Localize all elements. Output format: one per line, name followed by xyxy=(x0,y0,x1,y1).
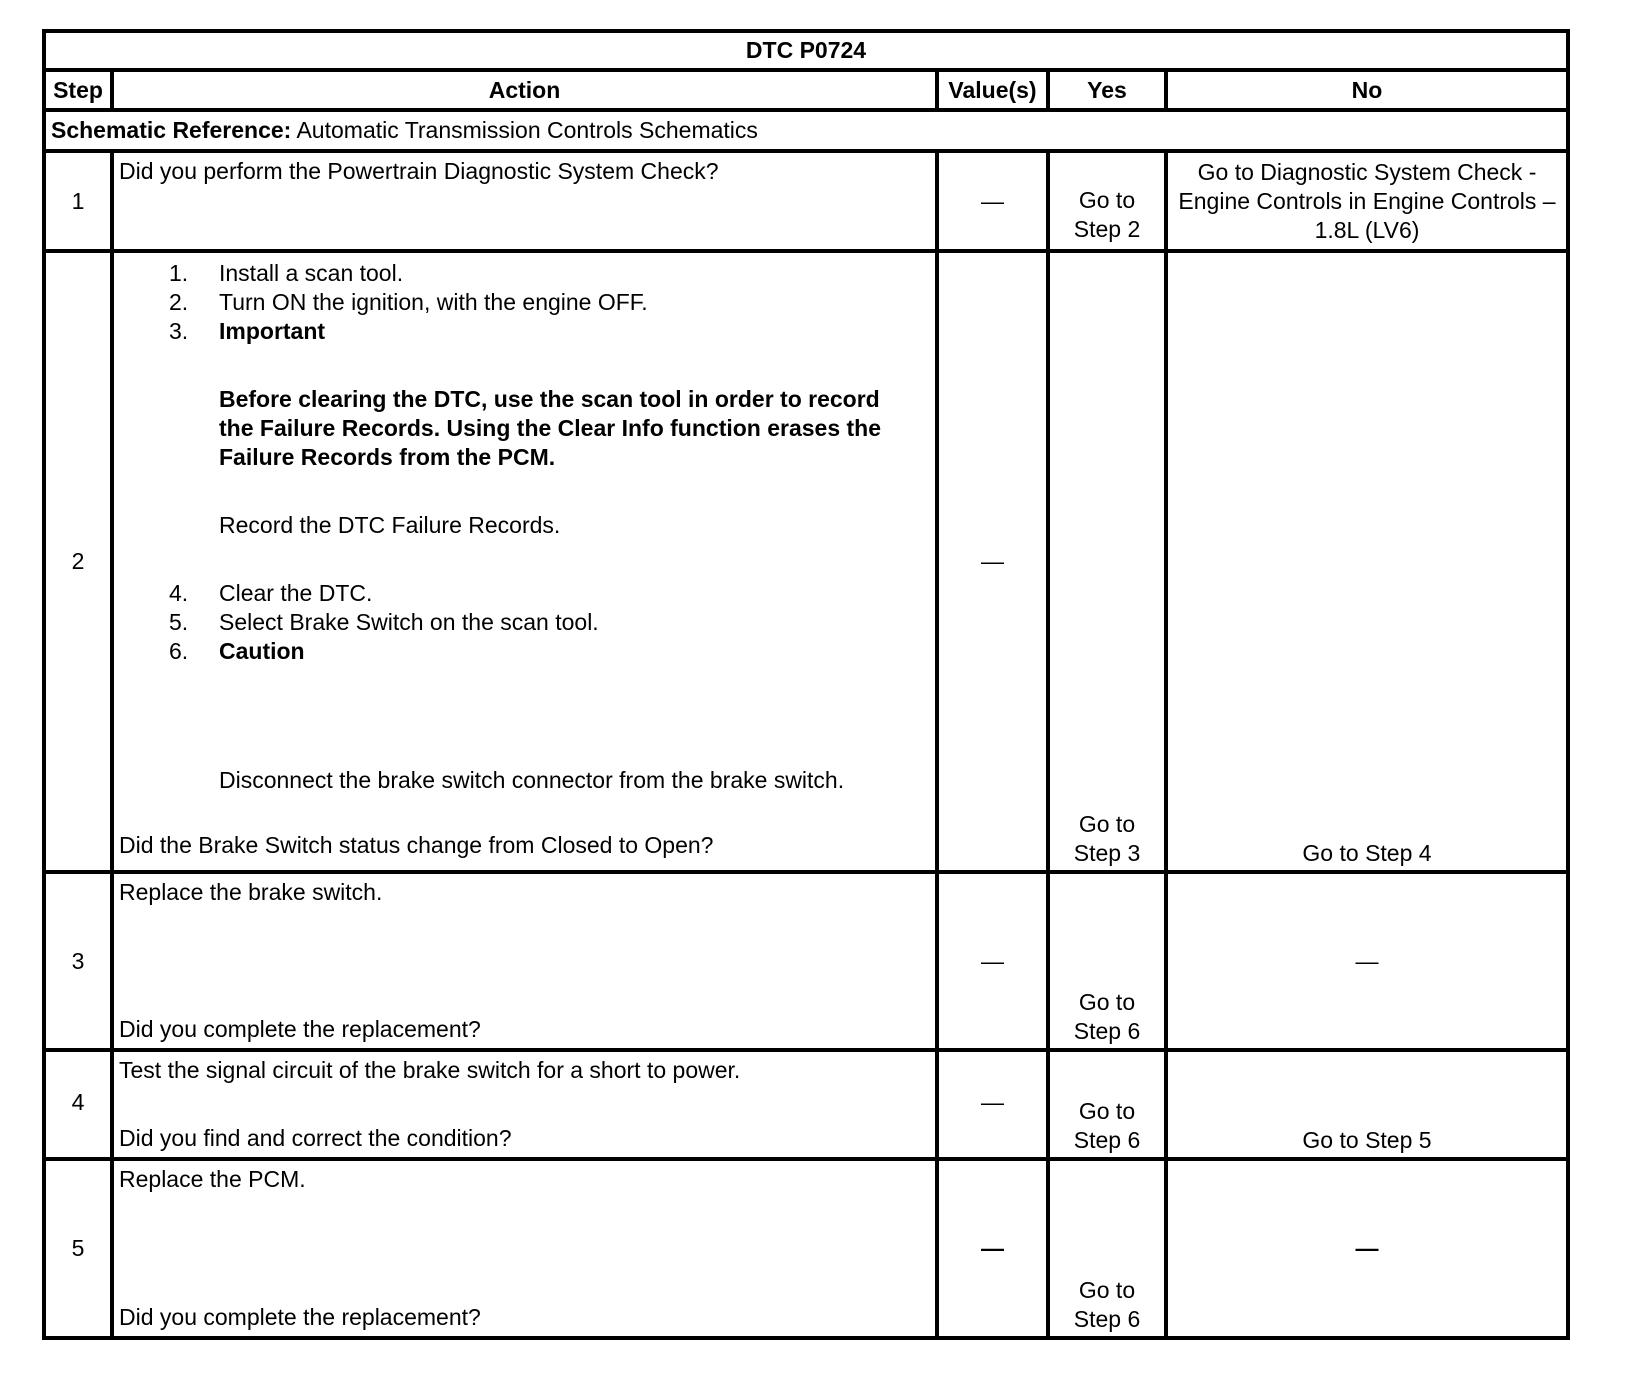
table-row xyxy=(44,872,1568,1050)
header-yes: Yes xyxy=(1048,70,1166,110)
header-step: Step xyxy=(44,70,112,110)
question-text: Did you complete the replacement? xyxy=(119,1016,481,1042)
list-item: Important xyxy=(219,318,326,344)
list-number: 3. xyxy=(169,318,189,344)
yes-cell: Go to Step 3 xyxy=(1048,251,1166,872)
step-number: 4 xyxy=(44,1050,112,1159)
header-values: Value(s) xyxy=(937,70,1048,110)
table-row xyxy=(44,1159,1568,1338)
no-cell: Go to Step 4 xyxy=(1166,251,1568,872)
disconnect-instruction: Disconnect the brake switch connector from the brake switch. xyxy=(219,767,845,793)
list-item: Turn ON the ignition, with the engine OFF. xyxy=(219,289,648,315)
list-number: 6. xyxy=(169,638,189,664)
header-action: Action xyxy=(112,70,937,110)
important-note: Before clearing the DTC, use the scan tool in order to record the Failure Records. Using the Clear Info function erases the Failure Records from the PCM. xyxy=(219,386,882,470)
action-cell xyxy=(112,251,937,872)
list-number: 1. xyxy=(169,260,189,286)
no-cell: Go to Step 5 xyxy=(1166,1050,1568,1159)
list-item: Install a scan tool. xyxy=(219,260,404,286)
action-text: Replace the PCM. xyxy=(119,1166,306,1192)
action-text: Replace the brake switch. xyxy=(119,879,383,905)
no-cell: Go to Diagnostic System Check - Engine Controls in Engine Controls – 1.8L (LV6) xyxy=(1166,151,1568,251)
schematic-label: Schematic Reference: xyxy=(51,117,292,143)
list-number: 4. xyxy=(169,580,189,606)
yes-cell: Go to Step 6 xyxy=(1048,872,1166,1050)
value-cell: — xyxy=(937,1159,1048,1338)
action-text: Test the signal circuit of the brake switch for a short to power. xyxy=(119,1057,741,1083)
question-text: Did you find and correct the condition? xyxy=(119,1125,512,1151)
schematic-text: Automatic Transmission Controls Schematics xyxy=(291,117,758,143)
value-cell: — xyxy=(937,151,1048,251)
no-cell: — xyxy=(1166,872,1568,1050)
step-number: 2 xyxy=(44,251,112,872)
action-text: Did you perform the Powertrain Diagnostic System Check? xyxy=(112,151,937,251)
list-item: Caution xyxy=(219,638,305,664)
table-title: DTC P0724 xyxy=(44,31,1568,70)
list-number: 5. xyxy=(169,609,189,635)
list-number: 2. xyxy=(169,289,189,315)
value-cell: — xyxy=(937,251,1048,872)
list-item: Select Brake Switch on the scan tool. xyxy=(219,609,599,635)
step-number: 3 xyxy=(44,872,112,1050)
table-row xyxy=(44,1050,1568,1159)
list-item: Clear the DTC. xyxy=(219,580,373,606)
step-number: 1 xyxy=(44,151,112,251)
no-cell: — xyxy=(1166,1159,1568,1338)
step-number: 5 xyxy=(44,1159,112,1338)
table-row xyxy=(44,251,1568,872)
record-instruction: Record the DTC Failure Records. xyxy=(219,512,561,538)
question-text: Did the Brake Switch status change from Closed to Open? xyxy=(119,832,714,858)
schematic-reference xyxy=(44,110,1568,151)
yes-cell: Go to Step 2 xyxy=(1048,151,1166,251)
dtc-table xyxy=(42,29,1570,1340)
value-cell: — xyxy=(937,1050,1048,1159)
yes-cell: Go to Step 6 xyxy=(1048,1159,1166,1338)
value-cell: — xyxy=(937,872,1048,1050)
yes-cell: Go to Step 6 xyxy=(1048,1050,1166,1159)
header-no: No xyxy=(1166,70,1568,110)
table-row xyxy=(44,151,1568,251)
question-text: Did you complete the replacement? xyxy=(119,1304,481,1330)
